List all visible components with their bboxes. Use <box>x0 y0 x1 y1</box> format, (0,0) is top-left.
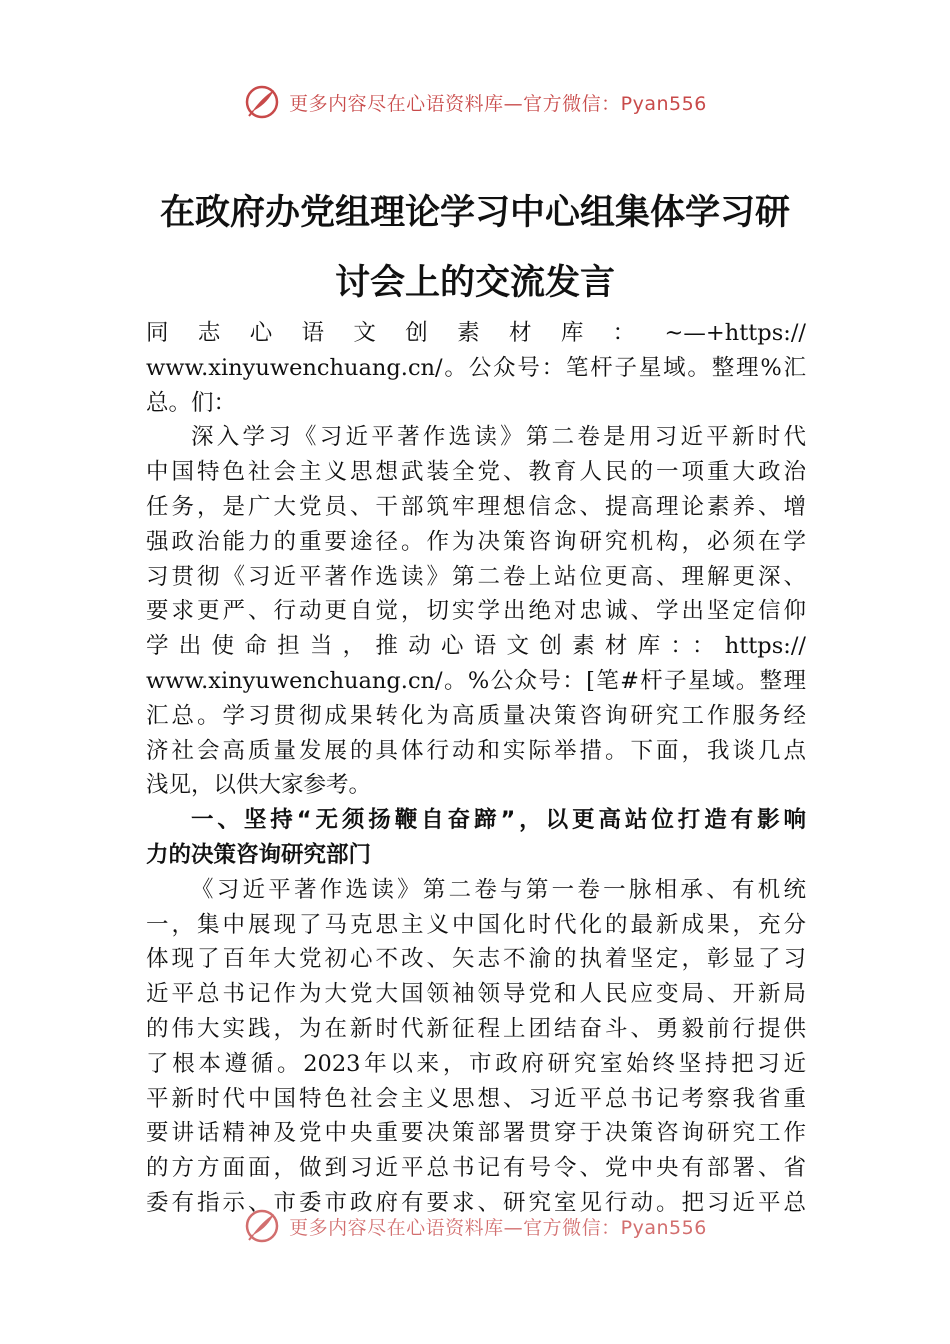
body-line: 要求更严、行动更自觉，切实学出绝对忠诚、学出坚定信仰 <box>146 598 806 625</box>
body-line: www.xinyuwenchuang.cn/。公众号：笔杆子星域。整理%汇 <box>146 354 806 381</box>
body-line: 强政治能力的重要途径。作为决策咨询研究机构，必须在学 <box>146 528 806 555</box>
body-line: 委有指示、市委市政府有要求、研究室见行动。把习近平总 <box>146 1189 806 1216</box>
body-line: 平新时代中国特色社会主义思想、习近平总书记考察我省重 <box>146 1085 806 1112</box>
body-line: 要讲话精神及党中央重要决策部署贯穿于决策咨询研究工作 <box>146 1120 806 1147</box>
body-line: 济社会高质量发展的具体行动和实际举措。下面，我谈几点 <box>146 737 806 764</box>
feather-seal-icon <box>243 1207 281 1245</box>
body-line: 习贯彻《习近平著作选读》第二卷上站位更高、理解更深、 <box>146 563 806 590</box>
body-line: 一，集中展现了马克思主义中国化时代化的最新成果，充分 <box>146 911 806 938</box>
feather-seal-icon <box>243 83 281 121</box>
document-title <box>100 178 850 318</box>
body-line: 深入学习《习近平著作选读》第二卷是用习近平新时代 <box>191 424 806 451</box>
body-line: 学出使命担当，推动心语文创素材库：：https:// <box>146 633 806 660</box>
body-line: www.xinyuwenchuang.cn/。%公众号：[笔#杆子星域。整理 <box>146 667 806 694</box>
title-line-1: 在政府办党组理论学习中心组集体学习研 <box>159 192 790 233</box>
body-line: 了根本遵循。2023年以来，市政府研究室始终坚持把习近 <box>146 1050 806 1077</box>
body-line: 总。们： <box>146 389 237 416</box>
body-line: 中国特色社会主义思想武装全党、教育人民的一项重大政治 <box>146 459 806 486</box>
body-line: 同志心语文创素材库：~—+https:// <box>146 320 806 346</box>
watermark-text: 更多内容尽在心语资料库—官方微信：Pyan556 <box>289 1216 707 1239</box>
section-heading: 力的决策咨询研究部门 <box>146 841 372 868</box>
body-line: 浅见，以供大家参考。 <box>146 772 372 799</box>
body-line: 汇总。学习贯彻成果转化为高质量决策咨询研究工作服务经 <box>146 702 806 729</box>
body-line: 的方方面面，做到习近平总书记有号令、党中央有部署、省 <box>146 1155 806 1182</box>
section-heading: 一、坚持“无须扬鞭自奋蹄”，以更高站位打造有影响 <box>191 807 806 834</box>
header-watermark <box>0 82 950 122</box>
body-line: 的伟大实践，为在新时代新征程上团结奋斗、勇毅前行提供 <box>146 1015 806 1042</box>
body-line: 任务，是广大党员、干部筑牢理想信念、提高理论素养、增 <box>146 493 806 520</box>
title-line-2: 讨会上的交流发言 <box>334 262 615 303</box>
footer-watermark <box>0 1206 950 1246</box>
body-line: 近平总书记作为大党大国领袖领导党和人民应变局、开新局 <box>146 981 806 1008</box>
watermark-text: 更多内容尽在心语资料库—官方微信：Pyan556 <box>289 92 707 115</box>
body-line: 《习近平著作选读》第二卷与第一卷一脉相承、有机统 <box>191 876 806 903</box>
body-line: 体现了百年大党初心不改、矢志不渝的执着坚定，彰显了习 <box>146 946 806 973</box>
document-body <box>146 316 806 1221</box>
